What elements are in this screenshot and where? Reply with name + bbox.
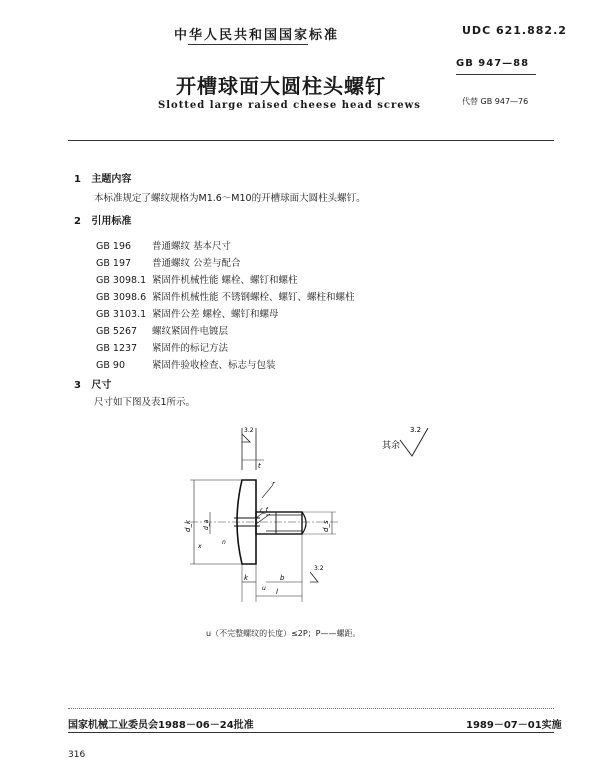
dim-k: k (244, 574, 249, 582)
section-3-heading (74, 376, 111, 391)
dim-dk: d_k (184, 520, 192, 532)
dim-b: b (280, 574, 285, 582)
section-1-heading (74, 170, 131, 185)
bottom-rule (68, 732, 554, 733)
roughness-value: 3.2 (410, 426, 422, 434)
dim-x: x (198, 543, 202, 550)
reference-item: GB 1237 紧固件的标记方法 (96, 343, 229, 354)
dim-n: n (222, 539, 226, 546)
standard-number-underline (456, 74, 536, 75)
standard-category-header: 中华人民共和国国家标准 (174, 28, 340, 43)
reference-item: GB 197 普通螺纹 公差与配合 (96, 258, 241, 269)
screw-technical-drawing (160, 420, 460, 620)
effective-date: 1989－07－01实施 (466, 720, 562, 731)
dimensions-text: 尺寸如下图及表1所示。 (94, 397, 196, 408)
svg-text:3.2: 3.2 (244, 427, 254, 434)
svg-text:3.2: 3.2 (314, 565, 324, 572)
top-rule (68, 140, 554, 141)
udc-code: UDC 621.882.2 (462, 24, 567, 37)
reference-item: GB 3098.1 紧固件机械性能 螺栓、螺钉和螺柱 (96, 275, 298, 286)
reference-item: GB 3098.6 紧固件机械性能 不锈钢螺栓、螺钉、螺柱和螺柱 (96, 292, 355, 303)
top-roughness-mark (242, 434, 250, 442)
reference-item: GB 196 普通螺纹 基本尺寸 (96, 241, 232, 252)
reference-item: GB 3103.1 紧固件公差 螺栓、螺钉和螺母 (96, 309, 279, 320)
scope-text: 本标准规定了螺纹规格为M1.6～M10的开槽球面大圆柱头螺钉。 (94, 193, 366, 204)
document-title: 开槽球面大圆柱头螺钉 (176, 74, 386, 98)
page-number: 316 (68, 750, 86, 760)
roughness-note: 其余 (382, 441, 401, 451)
footer-rule (68, 708, 554, 709)
dim-t: t (258, 462, 261, 470)
document-title-english: Slotted large raised cheese head screws (158, 100, 421, 111)
dim-l: l (276, 588, 278, 596)
bottom-roughness-mark (310, 572, 318, 582)
header-divider (188, 44, 308, 45)
approval-line: 国家机械工业委员会1988－06－24批准 (68, 720, 254, 731)
dim-da: d_a (203, 519, 210, 530)
section-number: 3 (74, 380, 81, 391)
section-2-heading (74, 212, 131, 227)
section-number: 2 (74, 216, 81, 227)
section-title: 主题内容 (91, 174, 132, 185)
reference-item: GB 90 紧固件验收检查、标志与包装 (96, 360, 276, 371)
replaces-note: 代替 GB 947—76 (462, 97, 529, 106)
section-title: 引用标准 (91, 216, 132, 227)
reference-item: GB 5267 螺纹紧固件电镀层 (96, 326, 229, 337)
section-title: 尺寸 (91, 380, 112, 391)
dim-r: r (272, 480, 275, 488)
drawing-caption: u（不完整螺纹的长度）≤2P；P——螺距。 (206, 629, 361, 638)
section-number: 1 (74, 174, 81, 185)
dim-u: u (262, 585, 266, 592)
dim-ds: d_s (322, 520, 330, 532)
dim-rf: r_f (260, 507, 268, 514)
standard-number: GB 947—88 (456, 58, 530, 69)
